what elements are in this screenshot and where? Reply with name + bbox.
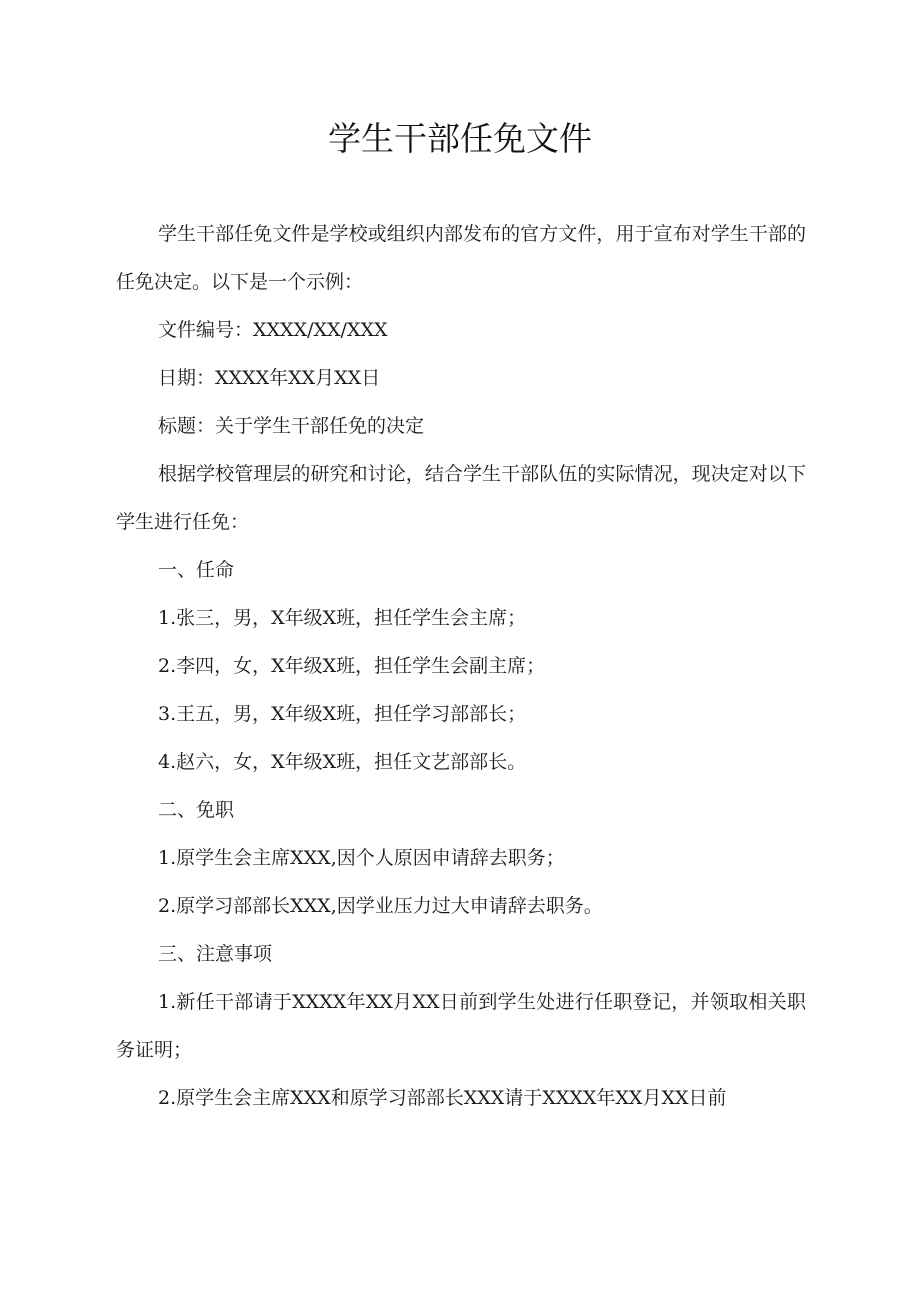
section-heading-appointment: 一、任命: [158, 559, 235, 581]
list-item: 1.原学生会主席XXX,因个人原因申请辞去职务；: [158, 847, 565, 869]
paragraph-file-number: 文件编号：XXXX/XX/XXX: [158, 319, 388, 341]
list-item: 3.王五，男，X年级X班，担任学习部部长；: [158, 703, 527, 725]
paragraph-intro: 学生干部任免文件是学校或组织内部发布的官方文件，用于宣布对学生干部的任免决定。以下是一个示例：: [116, 223, 806, 293]
list-item: 2.原学习部部长XXX,因学业压力过大申请辞去职务。: [158, 895, 603, 917]
section-heading-dismissal: 二、免职: [158, 799, 235, 821]
document-title: 学生干部任免文件: [328, 119, 592, 158]
list-item: 1.张三，男，X年级X班，担任学生会主席；: [158, 607, 527, 629]
paragraph-decision: 根据学校管理层的研究和讨论，结合学生干部队伍的实际情况，现决定对以下学生进行任免：: [116, 463, 806, 533]
list-item: 4.赵六，女，X年级X班，担任文艺部部长。: [158, 751, 527, 773]
list-item: 2.李四，女，X年级X班，担任学生会副主席；: [158, 655, 546, 677]
section-heading-notes: 三、注意事项: [158, 943, 273, 965]
paragraph-subject: 标题：关于学生干部任免的决定: [158, 415, 425, 437]
list-item: 1.新任干部请于XXXX年XX月XX日前到学生处进行任职登记，并领取相关职务证明；: [116, 991, 806, 1061]
list-item: 2.原学生会主席XXX和原学习部部长XXX请于XXXX年XX月XX日前: [158, 1087, 727, 1109]
paragraph-date: 日期：XXXX年XX月XX日: [158, 367, 381, 389]
document-body: [116, 210, 806, 1122]
